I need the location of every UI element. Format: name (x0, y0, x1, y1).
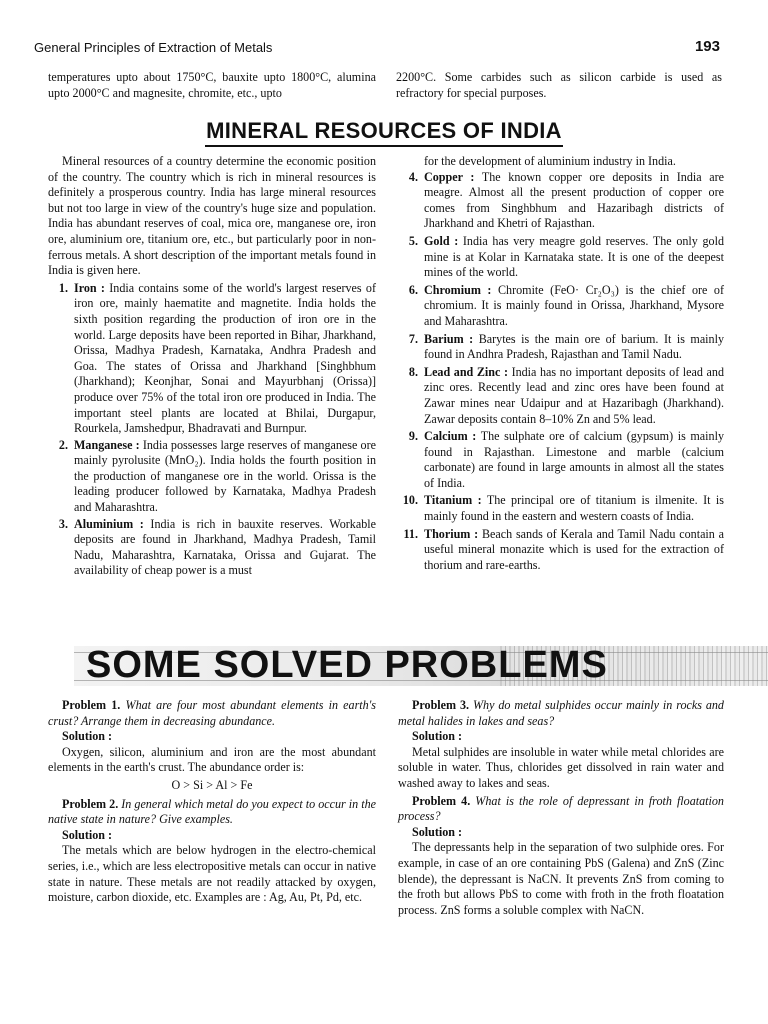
item-text: Barytes is the main ore of barium. It is mainly found in Andhra Pradesh, Rajasthan and Tamil Nadu. (424, 331, 724, 362)
section-heading-mineral-resources (205, 118, 563, 147)
item-text: The known copper ore deposits in India are meagre. Almost all the present production of copper ore comes from Singhbhum and Hazaribagh districts of Jharkhand and Khetri of Rajasthan. (424, 169, 724, 231)
item-text: India possesses large reserves of manganese ore mainly pyrolusite (MnO₂). India holds the fourth position in the production of manganese ore in the world. Orissa is the leading producer followed by Karnataka, Madhya Pradesh and Maharashtra. (74, 437, 376, 515)
item-text: The principal ore of titanium is ilmenite. It is mainly found in the eastern and western coasts of India. (424, 493, 724, 524)
problem-question: In general which metal do you expect to occur in the native state in nature? Give examples. (48, 796, 376, 827)
problem-4-answer: The depressants help in the separation of two sulphide ores. For example, in case of an ore containing PbS (Galena) and ZnS (Zinc blende), the depressant is NaCN. It prevents ZnS from coming to the froth but allows PbS to come with froth in the froth floatation process. ZnS forms a soluble complex with NaCN. (398, 840, 724, 917)
item-number: 6. (408, 282, 418, 297)
problem-2-answer: The metals which are below hydrogen in the electro-chemical series, i.e., which are less electropositive metals can occur in native state in nature. These metals are not readily attacked by oxygen, moisture, carbon dioxide, etc. Examples are : Ag, Au, Pt, Pd, etc. (48, 843, 376, 905)
item-number: 11. (403, 526, 418, 541)
heading-underline (205, 145, 563, 147)
solution-label-text: Solution : (62, 827, 113, 842)
list-item-manganese (48, 438, 376, 516)
problem-3-question (398, 698, 724, 729)
problem-4-question (398, 794, 724, 825)
item-number: 9. (408, 429, 418, 444)
item-name: Aluminium : (74, 516, 144, 531)
item-number: 4. (408, 169, 418, 184)
intro-left (48, 70, 376, 101)
item-name: Manganese : (74, 437, 140, 452)
item-number: 1. (58, 280, 68, 295)
abundance-formula: O > Si > Al > Fe (171, 777, 253, 792)
item-text: India has no important deposits of lead and zinc ores. Recently lead and zinc ores have been found at Zawar mines near Udaipur and at Hazaribagh (Jharkhand). Zawar deposits contain 8–10% Zn and 5% lead. (424, 364, 724, 426)
list-item-copper (398, 170, 724, 232)
item-name: Copper : (424, 169, 475, 184)
section-heading-text: MINERAL RESOURCES OF INDIA (206, 118, 562, 143)
list-item-iron (48, 281, 376, 437)
intro-right (396, 70, 722, 101)
mineral-intro-paragraph: Mineral resources of a country determine the economic position of the country. The country which is rich in mineral resources is definitely a prosperous country. India has large mineral resources but not too large in view of the country's huge size and population. India has abundant reserves of coal, mica ore, manganese ore, iron ore, aluminium ore, titanium ore, etc., but particularly poor in non-ferrous metals. A short description of the important metals found in India is given here. (48, 154, 376, 278)
problem-question: What are four most abundant elements in earth's crust? Arrange them in decreasing abundance. (48, 698, 376, 728)
solution-label (398, 729, 724, 745)
item-name: Calcium : (424, 429, 477, 444)
problem-1-question (48, 698, 376, 729)
mineral-left-column (48, 154, 376, 579)
item-text: The sulphate ore of calcium (gypsum) is mainly found in Rajasthan. Limestone and marble (calcium carbonate) are found in large amounts in almost all the states of India. (424, 429, 724, 490)
problems-right-column (398, 698, 724, 918)
solution-label (48, 828, 376, 844)
item-name: Iron : (74, 280, 105, 295)
problem-2-question (48, 797, 376, 828)
problem-question: What is the role of depressant in froth floatation process? (398, 793, 724, 824)
list-item-thorium (398, 527, 724, 574)
problem-label: Problem 1. (62, 698, 121, 712)
list-item-aluminium (48, 517, 376, 579)
page-number: 193 (694, 38, 720, 55)
item-name: Gold : (424, 233, 459, 248)
item-name: Lead and Zinc : (424, 364, 508, 379)
item-text: India has very meagre gold reserves. The only gold mine is at Kolar in Karnataka state. It is one of the deepest mines of the world. (424, 233, 724, 280)
list-item-gold (398, 234, 724, 281)
list-item-barium (398, 332, 724, 363)
solved-problems-banner (74, 646, 768, 686)
problem-3-answer: Metal sulphides are insoluble in water while metal chlorides are soluble in water. Thus, chlorides get dissolved in rain water and washed away to lakes and seas. (398, 744, 724, 790)
running-header (34, 38, 720, 58)
item-number: 5. (408, 233, 418, 248)
mineral-list-right (398, 170, 724, 574)
item-text: India contains some of the world's largest reserves of iron ore, mainly haematite and magnetite. India holds the sixth position regarding the production of iron ore in the world. Large deposits have been reported in Bihar, Jharkhand, Orissa, Madhya Pradesh, Karnataka, Andhra Pradesh and Goa. The states of Orissa and Jharkhand [Singhbhum (Jharkhand); Keonjhar, Sonai and Mayurbhanj (Orissa)] produce over 75% of the total iron ore produced in India. The important steel plants are located at Bhilai, Durgapur, Rourkela, Jamshedpur, Bhadravati and Burnpur. (74, 280, 377, 436)
item-text: Chromite (FeO· Cr₂O₃) is the chief ore of chromium. It is mainly found in Orissa, Jharkhand, Mysore and Maharashtra. (424, 282, 724, 328)
banner-heading: SOME SOLVED PROBLEMS (86, 646, 608, 686)
item-number: 7. (408, 331, 418, 346)
list-item-calcium (398, 429, 724, 491)
item-number: 3. (58, 516, 68, 531)
item-name: Thorium : (424, 526, 479, 541)
mineral-list-left (48, 281, 376, 579)
intro-left-text: temperatures upto about 1750°C, bauxite upto 1800°C, alumina upto 2000°C and magnesite, chromite, etc., upto (48, 70, 376, 100)
problem-question: Why do metal sulphides occur mainly in rocks and metal halides in lakes and seas? (398, 698, 724, 728)
solution-label-text: Solution : (62, 729, 113, 744)
solution-label-text: Solution : (412, 729, 463, 744)
item-number: 2. (58, 437, 68, 452)
mineral-right-column (398, 154, 724, 573)
solution-label-text: Solution : (412, 824, 463, 839)
chapter-title: General Principles of Extraction of Metals (34, 40, 273, 55)
problem-label: Problem 2. (62, 796, 119, 811)
item-text: Beach sands of Kerala and Tamil Nadu contain a useful mineral monazite which is used for the extraction of thorium and rare-earths. (424, 526, 724, 572)
item-name: Chromium : (424, 282, 492, 297)
problems-left-column (48, 698, 376, 906)
item-name: Titanium : (424, 493, 482, 508)
item-name: Barium : (424, 331, 474, 346)
problem-label: Problem 4. (412, 793, 471, 808)
item-number: 10. (402, 493, 418, 508)
problem-label: Problem 3. (412, 698, 470, 712)
problem-1-answer: Oxygen, silicon, aluminium and iron are the most abundant elements in the earth's crust. The abundance order is: (48, 744, 376, 775)
solution-label (398, 825, 724, 841)
aluminium-continuation: for the development of aluminium industry in India. (424, 154, 676, 168)
solution-label (48, 729, 376, 745)
item-text: India is rich in bauxite reserves. Workable deposits are found in Jharkhand, Madhya Pradesh, Tamil Nadu, Maharashtra, Karnataka, Orissa and Gujarat. The availability of cheap power is a must (74, 516, 376, 578)
list-item-chromium (398, 283, 724, 330)
list-item-lead-zinc (398, 365, 724, 427)
list-item-titanium (398, 493, 724, 524)
intro-right-text: 2200°C. Some carbides such as silicon carbide is used as refractory for special purposes. (396, 70, 722, 100)
item-number: 8. (408, 364, 418, 379)
